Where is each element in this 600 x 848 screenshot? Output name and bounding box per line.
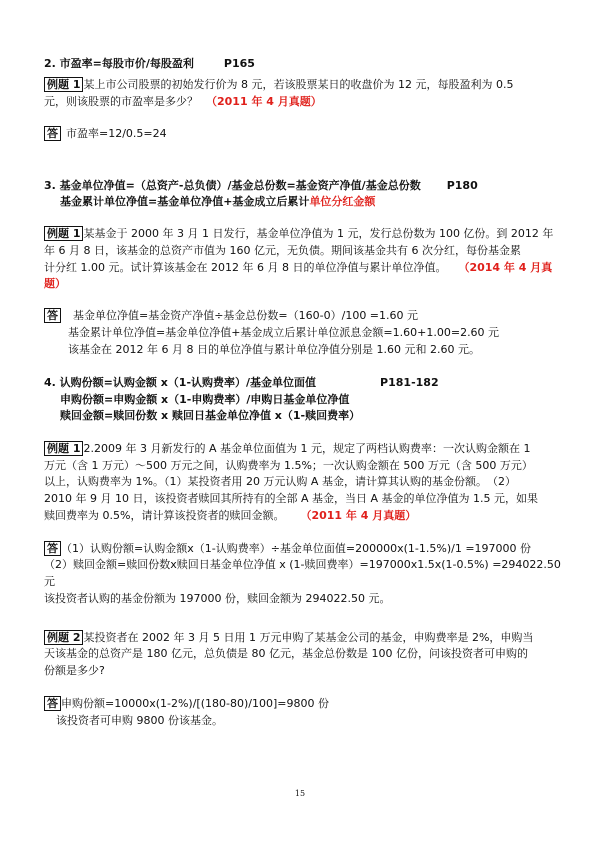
exam-source: 题） <box>44 277 66 290</box>
answer-label: 答 <box>44 126 61 141</box>
s4-ex1-line-4 <box>44 491 538 506</box>
exam-source: （2011 年 4 月真题） <box>206 95 322 108</box>
section-4-formula-3: 赎回金额=赎回份数 x 赎回日基金单位净值 x（1-赎回费率） <box>60 409 361 422</box>
s4-ex2-line-2 <box>44 646 528 661</box>
example-label: 例题 2 <box>44 630 83 645</box>
answer-label: 答 <box>44 696 61 711</box>
example-text: 份额是多少? <box>44 664 105 677</box>
section-3-heading <box>44 178 478 193</box>
s3-answer-line-1 <box>44 308 418 323</box>
exam-source: （2014 年 4 月真 <box>458 261 553 274</box>
example-text: 2010 年 9 月 10 日，该投资者赎回其所持有的全部 A 基金，当日 A 基金的单位净值为 1.5 元，如果 <box>44 492 538 505</box>
example-text: 2.2009 年 3 月新发行的 A 基金单位面值为 1 元，规定了两档认购费率：一次认购金额在 1 <box>83 442 531 455</box>
answer-text: （1）认购份额=认购金额x（1-认购费率）÷基金单位面值=200000x(1-1.5%)/1 =197000 份 <box>61 542 532 555</box>
answer-label: 答 <box>44 308 61 323</box>
answer-text: 元 <box>44 575 55 588</box>
section-4-heading-3 <box>60 408 360 423</box>
example-label: 例题 1 <box>44 441 83 456</box>
s4-ex1-line-1 <box>44 441 530 456</box>
section-3-formula: 3. 基金单位净值=（总资产-总负债）/基金总份数=基金资产净值/基金总份数 <box>44 179 421 192</box>
s3-example-line-1 <box>44 226 553 241</box>
s3-answer-line-2 <box>68 325 499 340</box>
s4-ex2-line-3 <box>44 663 105 678</box>
s4-ans2-line-2 <box>56 713 223 728</box>
section-4-heading-2 <box>60 392 349 407</box>
s2-answer <box>44 126 167 141</box>
example-text: 万元（含 1 万元）～500 万元之间，认购费率为 1.5%；一次认购金额在 500 万元（含 500 万元） <box>44 459 533 472</box>
example-text: 某投资者在 2002 年 3 月 5 日用 1 万元申购了某基金公司的基金，申购费率是 2%，申购当 <box>83 631 534 644</box>
section-3-formula-2: 基金累计单位净值=基金单位净值+基金成立后累计 <box>60 195 310 208</box>
answer-text: 该基金在 2012 年 6 月 8 日的单位净值与累计单位净值分别是 1.60 元和 2.60 元。 <box>68 343 480 356</box>
s3-example-line-4 <box>44 276 66 291</box>
answer-text: 基金单位净值=基金资产净值÷基金总份数=（160-0）/100 =1.60 元 <box>73 309 419 322</box>
example-text: 年 6 月 8 日，该基金的总资产市值为 160 亿元，无负债。期间该基金共有 6 次分红，每份基金累 <box>44 244 521 257</box>
answer-label: 答 <box>44 541 61 556</box>
section-4-formula-2: 申购份额=申购金额 x（1-申购费率）/申购日基金单位净值 <box>60 393 350 406</box>
s4-ex1-line-3 <box>44 474 516 489</box>
section-3-heading-2 <box>60 194 375 209</box>
answer-text: 该投资者认购的基金份额为 197000 份，赎回金额为 294022.50 元。 <box>44 592 391 605</box>
example-text: 某基金于 2000 年 3 月 1 日发行，基金单位净值为 1 元，发行总份数为 100 亿份。到 2012 年 <box>83 227 554 240</box>
s4-ans1-line-1 <box>44 541 531 556</box>
s4-ex1-line-2 <box>44 458 533 473</box>
s4-ans1-line-4 <box>44 591 390 606</box>
s3-example-line-2 <box>44 243 521 258</box>
s3-example-line-3 <box>44 260 552 275</box>
s4-ans1-line-3 <box>44 574 55 589</box>
example-label: 例题 1 <box>44 77 83 92</box>
answer-text: 该投资者可申购 9800 份该基金。 <box>56 714 223 727</box>
s4-ex1-line-5 <box>44 508 416 523</box>
example-text: 赎回费率为 0.5%，请计算该投资者的赎回金额。 <box>44 509 285 522</box>
section-4-heading <box>44 375 439 390</box>
exam-source: （2011 年 4 月真题） <box>300 509 417 522</box>
section-3-page-ref: P180 <box>446 179 478 192</box>
section-2-formula: 2. 市盈率=每股市价/每股盈利 <box>44 57 194 70</box>
example-label: 例题 1 <box>44 226 83 241</box>
answer-text: 申购份额=10000x(1-2%)/[(180-80)/100]=9800 份 <box>61 697 329 710</box>
answer-text: 基金累计单位净值=基金单位净值+基金成立后累计单位派息金额=1.60+1.00=2.60 元 <box>68 326 500 339</box>
section-3-highlight: 单位分红金额 <box>309 195 376 208</box>
example-text: 以上，认购费率为 1%。（1）某投资者用 20 万元认购 A 基金，请计算其认购的基金份额。 （2） <box>44 475 516 488</box>
s3-answer-line-3 <box>68 342 480 357</box>
example-text: 天该基金的总资产是 180 亿元，总负债是 80 亿元，基金总份数是 100 亿份，问该投资者可申购的 <box>44 647 528 660</box>
section-2-page-ref: P165 <box>223 57 255 70</box>
s4-ex2-line-1 <box>44 630 533 645</box>
example-text: 元，则该股票的市盈率是多少？ <box>44 95 198 108</box>
page-number: 15 <box>294 789 306 798</box>
s2-example-line-2 <box>44 94 322 109</box>
section-2-heading <box>44 56 255 71</box>
example-text: 计分红 1.00 元。试计算该基金在 2012 年 6 月 8 日的单位净值与累计单位净值。 <box>44 261 447 274</box>
answer-text: 市盈率=12/0.5=24 <box>66 127 167 140</box>
s4-ans1-line-2 <box>44 557 561 572</box>
s2-example-line-1 <box>44 77 513 92</box>
s4-ans2-line-1 <box>44 696 329 711</box>
answer-text: （2）赎回金额=赎回份数x赎回日基金单位净值 x (1-赎回费率）=197000x1.5x(1-0.5%) =294022.50 <box>44 558 561 571</box>
section-4-formula: 4. 认购份额=认购金额 x（1-认购费率）/基金单位面值 <box>44 376 317 389</box>
example-text: 某上市公司股票的初始发行价为 8 元，若该股票某日的收盘价为 12 元，每股盈利为 0.5 <box>83 78 514 91</box>
section-4-page-ref: P181-182 <box>380 376 439 389</box>
